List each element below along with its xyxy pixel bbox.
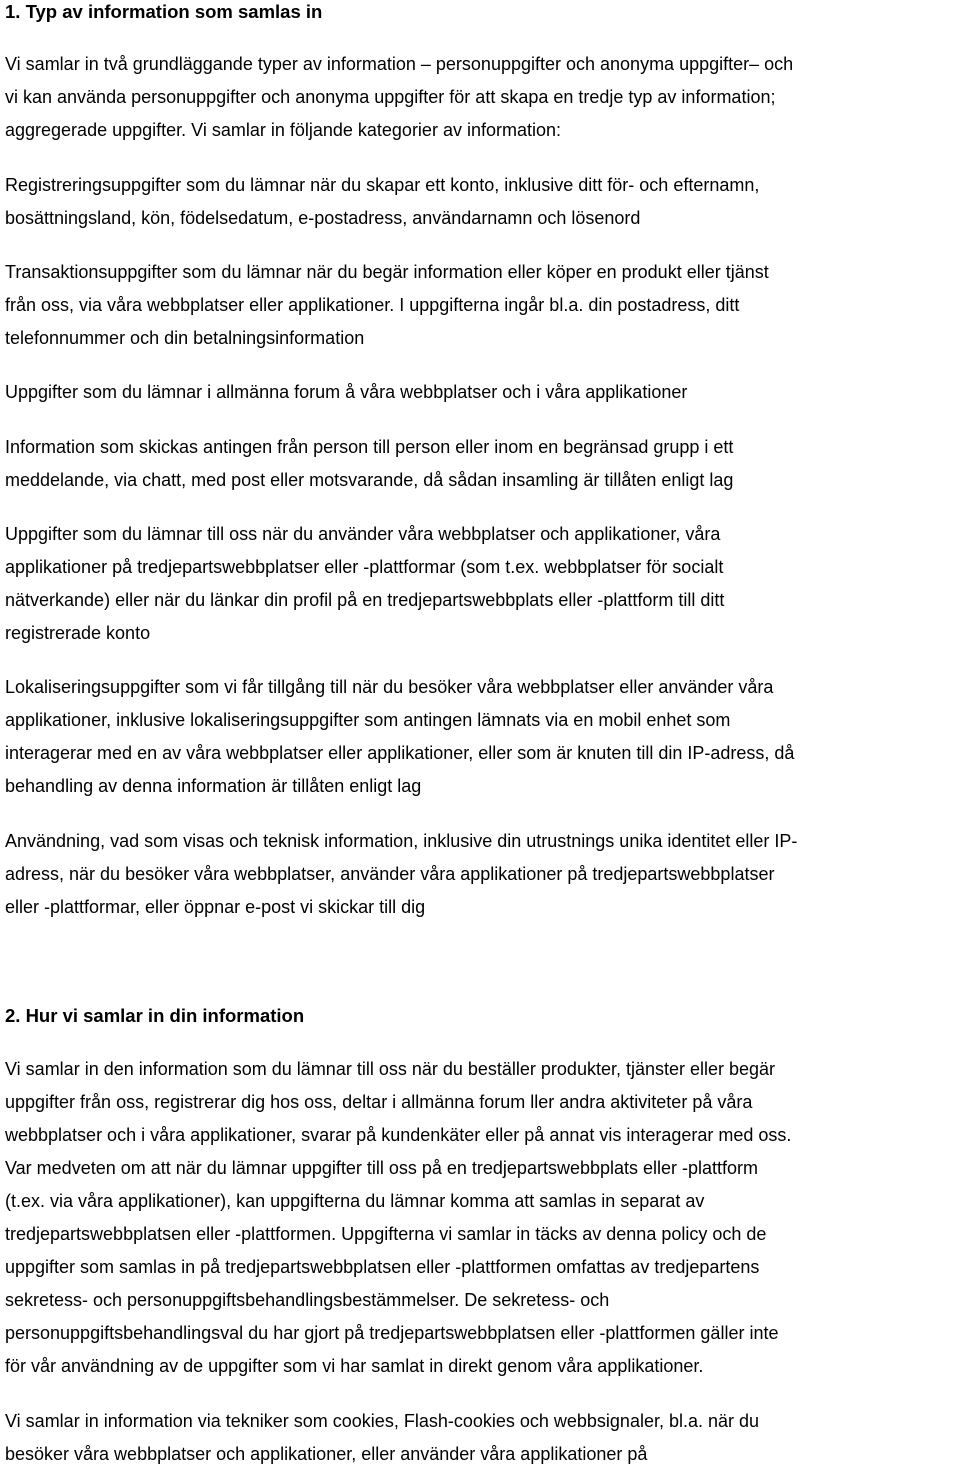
text-line: uppgifter som samlas in på tredjepartswebbplatsen eller -plattformen omfattas av tredjepartens bbox=[5, 1257, 760, 1277]
section-1-paragraph-1 bbox=[5, 48, 793, 147]
text-line: sekretess- och personuppgiftsbehandlingsbestämmelser. De sekretess- och bbox=[5, 1290, 610, 1310]
text-line: Vi samlar in information via tekniker som cookies, Flash-cookies och webbsignaler, bl.a. när du bbox=[5, 1411, 760, 1431]
text-line: meddelande, via chatt, med post eller motsvarande, då sådan insamling är tillåten enligt lag bbox=[5, 470, 734, 490]
text-line: Uppgifter som du lämnar i allmänna forum å våra webbplatser och i våra applikationer bbox=[5, 382, 688, 402]
text-line: webbplatser och i våra applikationer, svarar på kundenkäter eller på annat vis interagerar med oss. bbox=[5, 1125, 792, 1145]
text-line: applikationer på tredjepartswebbplatser eller -plattformar (som t.ex. webbplatser för socialt bbox=[5, 557, 724, 577]
text-line: aggregerade uppgifter. Vi samlar in följande kategorier av information: bbox=[5, 120, 561, 140]
text-line: eller -plattformar, eller öppnar e-post vi skickar till dig bbox=[5, 897, 426, 917]
text-line: från oss, via våra webbplatser eller applikationer. I uppgifterna ingår bl.a. din postadress, ditt bbox=[5, 295, 740, 315]
section-1-paragraph-2 bbox=[5, 169, 759, 235]
text-line: Information som skickas antingen från person till person eller inom en begränsad grupp i ett bbox=[5, 437, 734, 457]
text-line: adress, när du besöker våra webbplatser, använder våra applikationer på tredjepartswebbplatser bbox=[5, 864, 775, 884]
text-line: (t.ex. via våra applikationer), kan uppgifterna du lämnar komma att samlas in separat av bbox=[5, 1191, 705, 1211]
text-line: Transaktionsuppgifter som du lämnar när du begär information eller köper en produkt eller tjänst bbox=[5, 262, 769, 282]
section-2-heading: 2. Hur vi samlar in din information bbox=[5, 1005, 305, 1026]
text-line: för vår användning av de uppgifter som vi har samlat in direkt genom våra applikationer. bbox=[5, 1356, 704, 1376]
section-1-paragraph-3 bbox=[5, 256, 769, 355]
text-line: behandling av denna information är tillåten enligt lag bbox=[5, 776, 422, 796]
text-line: bosättningsland, kön, födelsedatum, e-postadress, användarnamn och lösenord bbox=[5, 208, 641, 228]
section-1-paragraph-5 bbox=[5, 431, 733, 497]
text-line: vi kan använda personuppgifter och anonyma uppgifter för att skapa en tredje typ av information; bbox=[5, 87, 776, 107]
text-line: uppgifter från oss, registrerar dig hos oss, deltar i allmänna forum ller andra aktiviteter på våra bbox=[5, 1092, 753, 1112]
section-1-paragraph-8 bbox=[5, 825, 797, 924]
text-line: besöker våra webbplatser och applikationer, eller använder våra applikationer på bbox=[5, 1444, 648, 1464]
text-line: Användning, vad som visas och teknisk information, inklusive din utrustnings unika identitet eller IP- bbox=[5, 831, 798, 851]
text-line: Uppgifter som du lämnar till oss när du använder våra webbplatser och applikationer, våra bbox=[5, 524, 721, 544]
text-line: applikationer, inklusive lokaliseringsuppgifter som antingen lämnats via en mobil enhet som bbox=[5, 710, 731, 730]
section-1-paragraph-6 bbox=[5, 518, 724, 650]
text-line: Lokaliseringsuppgifter som vi får tillgång till när du besöker våra webbplatser eller använder våra bbox=[5, 677, 774, 697]
text-line: tredjepartswebbplatsen eller -plattformen. Uppgifterna vi samlar in täcks av denna policy och de bbox=[5, 1224, 767, 1244]
section-2-paragraph-1 bbox=[5, 1053, 791, 1383]
text-line: Vi samlar in två grundläggande typer av information – personuppgifter och anonyma uppgifter– och bbox=[5, 54, 794, 74]
text-line: telefonnummer och din betalningsinformation bbox=[5, 328, 365, 348]
section-1-heading: 1. Typ av information som samlas in bbox=[5, 1, 323, 22]
text-line: nätverkande) eller när du länkar din profil på en tredjepartswebbplats eller -plattform till ditt bbox=[5, 590, 725, 610]
section-1-paragraph-4 bbox=[5, 376, 687, 409]
text-line: Vi samlar in den information som du lämnar till oss när du beställer produkter, tjänster eller begär bbox=[5, 1059, 776, 1079]
text-line: Registreringsuppgifter som du lämnar när du skapar ett konto, inklusive ditt för- och efternamn, bbox=[5, 175, 760, 195]
section-2-paragraph-2 bbox=[5, 1405, 759, 1471]
text-line: registrerade konto bbox=[5, 623, 151, 643]
section-1-paragraph-7 bbox=[5, 671, 794, 803]
text-line: personuppgiftsbehandlingsval du har gjort på tredjepartswebbplatsen eller -plattformen gäller inte bbox=[5, 1323, 779, 1343]
text-line: interagerar med en av våra webbplatser eller applikationer, eller som är knuten till din IP-adress, då bbox=[5, 743, 795, 763]
text-line: Var medveten om att när du lämnar uppgifter till oss på en tredjepartswebbplats eller -plattform bbox=[5, 1158, 759, 1178]
